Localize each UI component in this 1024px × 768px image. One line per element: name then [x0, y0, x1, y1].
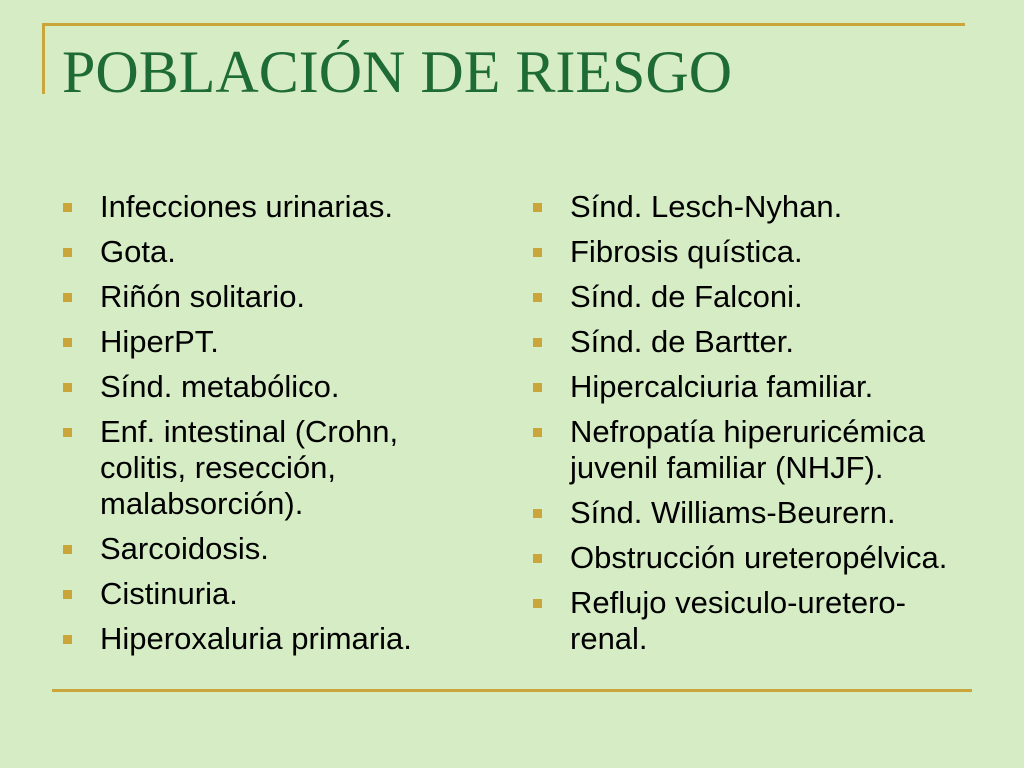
list-item-text: Gota. — [100, 234, 176, 269]
list-item-text: Obstrucción ureteropélvica. — [570, 540, 948, 575]
list-item — [533, 414, 965, 486]
top-rule — [42, 23, 965, 26]
square-bullet-icon — [63, 293, 72, 302]
square-bullet-icon — [63, 338, 72, 347]
square-bullet-icon — [533, 554, 542, 563]
list-item — [63, 369, 460, 405]
list-item — [63, 234, 460, 270]
list-item — [533, 324, 965, 360]
list-item-text: Hiperoxaluria primaria. — [100, 621, 412, 656]
list-item-text: Sínd. de Bartter. — [570, 324, 795, 359]
list-item — [533, 189, 965, 225]
list-item-text: Nefropatía hiperuricémica juvenil familiar (NHJF). — [570, 414, 925, 485]
list-item-text: Infecciones urinarias. — [100, 189, 393, 224]
list-item — [533, 495, 965, 531]
slide-title: POBLACIÓN DE RIESGO — [62, 39, 733, 105]
bottom-rule — [52, 689, 972, 692]
list-item-text: Sínd. Williams-Beurern. — [570, 495, 896, 530]
list-item-text: Reflujo vesiculo-uretero-renal. — [570, 585, 906, 656]
square-bullet-icon — [533, 203, 542, 212]
list-item — [63, 324, 460, 360]
list-item — [533, 540, 965, 576]
square-bullet-icon — [533, 383, 542, 392]
list-item-text: Cistinuria. — [100, 576, 238, 611]
list-item — [63, 189, 460, 225]
list-item — [533, 234, 965, 270]
square-bullet-icon — [533, 338, 542, 347]
list-item-text: Riñón solitario. — [100, 279, 306, 314]
square-bullet-icon — [63, 383, 72, 392]
square-bullet-icon — [63, 545, 72, 554]
list-item-text: Sínd. de Falconi. — [570, 279, 803, 314]
list-item — [63, 576, 460, 612]
square-bullet-icon — [533, 248, 542, 257]
square-bullet-icon — [63, 590, 72, 599]
square-bullet-icon — [63, 248, 72, 257]
list-item — [63, 279, 460, 315]
square-bullet-icon — [533, 428, 542, 437]
list-item — [63, 414, 460, 522]
list-item — [63, 621, 460, 657]
square-bullet-icon — [63, 428, 72, 437]
square-bullet-icon — [63, 635, 72, 644]
square-bullet-icon — [533, 509, 542, 518]
square-bullet-icon — [533, 293, 542, 302]
list-item-text: Hipercalciuria familiar. — [570, 369, 874, 404]
left-rule — [42, 23, 45, 94]
list-item-text: Sínd. Lesch-Nyhan. — [570, 189, 843, 224]
list-item-text: Fibrosis quística. — [570, 234, 803, 269]
left-bullet-list — [63, 180, 460, 657]
square-bullet-icon — [63, 203, 72, 212]
square-bullet-icon — [533, 599, 542, 608]
list-item-text: Sarcoidosis. — [100, 531, 269, 566]
list-item-text: HiperPT. — [100, 324, 219, 359]
list-item — [533, 279, 965, 315]
list-item-text: Sínd. metabólico. — [100, 369, 340, 404]
list-item — [63, 531, 460, 567]
list-item — [533, 585, 965, 657]
list-item — [533, 369, 965, 405]
list-item-text: Enf. intestinal (Crohn, colitis, resección, malabsorción). — [100, 414, 399, 521]
right-bullet-list — [533, 180, 965, 657]
